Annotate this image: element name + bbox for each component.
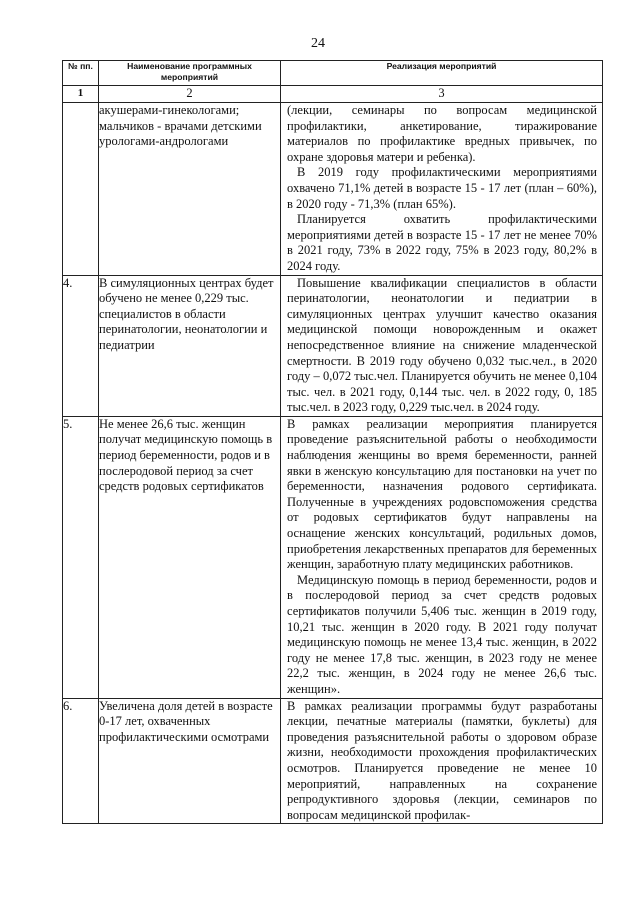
activity-implementation [281,698,603,824]
row-number: 5. [63,416,99,698]
table-header-row [63,61,603,86]
implementation-paragraph: Повышение квалификации специалистов в области перинатологии, неонатологии и педиатрии в симуляционных центрах улучшит качество оказания медицинской помощи новорожденным и окажет непосредственное влияние на снижение младенческой смертности. В 2019 году обучено 0,032 тыс.чел., в 2020 году – 0,072 тыс.чел. Планируется обучить не менее 0,104 тыс. чел. в 2021 году, 0,144 тыс. чел. в 2022 году, 0, 185 тыс.чел. в 2023 году, 0,229 тыс.чел. в 2024 году. [287,275,597,415]
header-implementation: Реализация мероприятий [281,61,603,86]
implementation-paragraph: В рамках реализации мероприятия планируется проведение разъяснительной работы о необходимости наблюдения женщины во время беременности, ранней явки в женскую консультацию для постановки на учет по беременности, назначения родового сертификата. Полученные в учреждениях родовспоможения средства от родовых сертификатов будут направлены на оснащение женских консультаций, родильных домов, приобретения лекарственных препаратов для беременных женщин, заработную плату медицинских работников. [287,416,597,572]
header-number: № пп. [63,61,99,86]
row-number: 6. [63,698,99,824]
column-number-row [63,86,603,103]
implementation-paragraph: (лекции, семинары по вопросам медицинской профилактики, анкетирование, тиражирование материалов по профилактике вредных привычек, по охране здоровья матери и ребенка). [287,103,597,164]
table-row [63,698,603,824]
activity-name: Увеличена доля детей в возрасте 0-17 лет, охваченных профилактическими осмотрами [99,698,281,824]
implementation-paragraph: Планируется охватить профилактическими мероприятиями детей в возрасте 15 - 17 лет не менее 70% в 2021 году, 73% в 2022 году, 75% в 2023 году, 80,2% в 2024 году. [287,212,597,273]
activity-implementation [281,416,603,698]
table-row [63,416,603,698]
row-number: 4. [63,275,99,416]
column-number-2: 2 [99,86,281,103]
column-number-1: 1 [63,86,99,103]
implementation-paragraph: В 2019 году профилактическими мероприятиями охвачено 71,1% детей в возрасте 15 - 17 лет (план – 60%), в 2020 году - 71,3% (план 65%). [287,165,597,211]
activity-implementation [281,103,603,276]
row-number [63,103,99,276]
header-activity-name: Наименование программных мероприятий [99,61,281,86]
activity-name: Не менее 26,6 тыс. женщин получат медицинскую помощь в период беременности, родов и в послеродовой период за счет средств родовых сертификатов [99,416,281,698]
activity-name: акушерами-гинекологами; мальчиков - врачами детскими урологами-андрологами [99,103,281,276]
table-row [63,103,603,276]
activity-implementation [281,275,603,416]
page-number: 24 [311,36,325,51]
table-row [63,275,603,416]
implementation-paragraph: Медицинскую помощь в период беременности, родов и в послеродовой период за счет средств родовых сертификатов получили 5,406 тыс. женщин в 2019 году, 10,21 тыс. женщин в 2020 году. В 2021 году получат медицинскую помощь не менее 13,4 тыс. женщин, в 2022 году не менее 17,8 тыс. женщин, в 2023 году не менее 22,2 тыс. женщин, в 2024 году не менее 26,6 тыс. женщин». [287,572,597,696]
column-number-3: 3 [281,86,603,103]
implementation-paragraph: В рамках реализации программы будут разработаны лекции, печатные материалы (памятки, буклеты) для проведения разъяснительной работы о здоровом образе жизни, необходимости прохождения профилактических осмотров. Планируется проведение не менее 10 мероприятий, направленных на сохранение репродуктивного здоровья (лекции, семинаров по вопросам медицинской профилак- [287,698,597,822]
program-activities-table [62,60,603,824]
activity-name: В симуляционных центрах будет обучено не менее 0,229 тыс. специалистов в области перинатологии, неонатологии и педиатрии [99,275,281,416]
